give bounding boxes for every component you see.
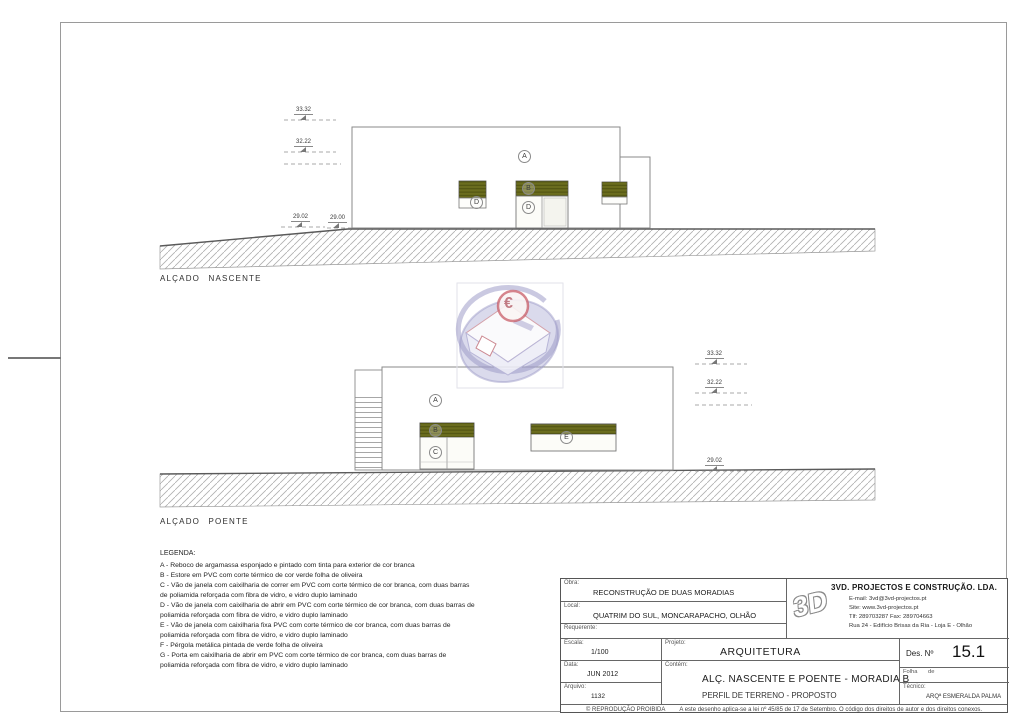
legend-line: poliamida reforçada com fibra de vidro, e vidro duplo laminado	[160, 662, 348, 669]
elevation-poente-title: ALÇADO POENTE	[160, 517, 249, 526]
legend-line: B - Estore em PVC com corte térmico de cor verde folha de oliveira	[160, 572, 363, 579]
des-label: Des. Nº	[906, 649, 934, 658]
company-logo: 3D	[791, 584, 829, 624]
legend	[160, 550, 600, 671]
des-number: 15.1	[952, 642, 986, 661]
level-label: 29.02	[293, 214, 309, 220]
contem-line2: PERFIL DE TERRENO - PROPOSTO	[702, 691, 837, 700]
legend-line: poliamida reforçada com fibra de vidro, e vidro duplo laminado	[160, 612, 348, 619]
legend-line: G - Porta em caixilharia de abrir em PVC com corte térmico de cor branca, com duas barras de	[160, 652, 447, 659]
legend-line: de poliamida reforçada com fibra de vidro, e vidro duplo laminado	[160, 592, 358, 599]
titleblock-cell-data	[561, 660, 661, 682]
titleblock-cell-projeto	[661, 638, 899, 660]
company-site: Site: www.3vd-projectos.pt	[849, 605, 919, 611]
data-label: Data:	[564, 662, 579, 668]
level-marks-poente	[695, 359, 752, 471]
contem-line1: ALÇ. NASCENTE E POENTE - MORADIA B	[702, 674, 910, 685]
legend-line: A - Reboco de argamassa esponjado e pintado com tinta para exterior de cor branca	[160, 562, 415, 569]
material-mark-d: D	[522, 201, 535, 214]
local-label: Local:	[564, 603, 581, 609]
elevation-nascente-drawing	[160, 115, 875, 269]
arquivo-value: 1132	[591, 693, 605, 700]
tecnico-value: ARQª ESMERALDA PALMA	[926, 694, 1002, 700]
law-note: A este desenho aplica-se a lei nº 45/85 de 17 de Setembro. O código dos direitos de autor e dos direitos conexos.	[679, 706, 983, 713]
titleblock-cell-escala	[561, 638, 661, 660]
level-marks-nascente	[281, 115, 360, 228]
ladder	[355, 370, 382, 470]
titleblock-cell-local	[561, 601, 786, 623]
tecnico-label: Técnico:	[903, 684, 926, 690]
level-label: 33.32	[296, 107, 312, 113]
window-3	[602, 182, 627, 204]
local-value: QUATRIM DO SUL, MONCARAPACHO, OLHÃO	[593, 611, 757, 620]
company-name: 3VD. PROJECTOS E CONSTRUÇÃO. LDA.	[831, 583, 998, 592]
level-label: 32.22	[296, 139, 312, 145]
window-e	[531, 424, 616, 451]
projeto-label: Projeto:	[665, 640, 686, 646]
titleblock-cell-contem	[661, 660, 910, 704]
legend-line: F - Pérgola metálica pintada de verde folha de oliveira	[160, 642, 323, 649]
legend-line: E - Vão de janela com caixilharia fixa PVC com corte térmico de cor branca, com duas barras de	[160, 622, 451, 629]
legend-line: poliamida reforçada com fibra de vidro, e vidro duplo laminado	[160, 632, 348, 639]
material-mark-e: E	[560, 431, 573, 444]
material-mark-a: A	[429, 394, 442, 407]
folha-de-label: de	[928, 669, 935, 675]
material-mark-b: B	[522, 182, 535, 195]
level-label: 32.22	[707, 380, 723, 386]
obra-value: RECONSTRUÇÃO DE DUAS MORADIAS	[593, 588, 735, 597]
titleblock-cell-company	[786, 579, 1009, 638]
titleblock-cell-desnum	[899, 638, 1009, 667]
company-address: Rua 24 - Edifício Brisas da Ria - Loja E - Olhão	[849, 623, 973, 629]
titleblock-cell-requerente	[561, 623, 786, 638]
elevation-nascente-title: ALÇADO NASCENTE	[160, 274, 262, 283]
company-email: E-mail: 3vd@3vd-projectos.pt	[849, 596, 927, 602]
contem-label: Contém:	[665, 662, 688, 668]
legend-title: LEGENDA:	[160, 550, 196, 557]
company-phone: Tlf: 289703287 Fax: 289704663	[849, 614, 933, 620]
titleblock-cell-folha	[899, 667, 1009, 682]
material-mark-d: D	[470, 196, 483, 209]
level-label: 33.32	[707, 351, 723, 357]
copyright-note: © REPRODUÇÃO PROIBIDA	[585, 706, 666, 713]
material-mark-a: A	[518, 150, 531, 163]
material-mark-c: C	[429, 446, 442, 459]
titleblock-cell-arquivo	[561, 682, 661, 704]
legend-line: C - Vão de janela com caixilharia de correr em PVC com corte térmico de cor branca, com duas barras	[160, 582, 470, 589]
level-label: 29.02	[707, 458, 723, 464]
material-mark-b: B	[429, 424, 442, 437]
titleblock-cell-tecnico	[899, 682, 1009, 704]
legend-line: D - Vão de janela com caixilharia de abrir em PVC com corte térmico de cor branca, com duas barras de	[160, 602, 475, 609]
titleblock-cell-obra	[561, 579, 786, 601]
title-block	[560, 578, 1008, 713]
escala-label: Escala:	[564, 640, 584, 646]
folha-label: Folha	[903, 669, 918, 675]
projeto-value: ARQUITETURA	[720, 646, 801, 658]
titleblock-footer	[561, 704, 1007, 714]
arquivo-label: Arquivo:	[564, 684, 587, 690]
watermark-euro-symbol: €	[504, 295, 513, 312]
escala-value: 1/100	[591, 649, 609, 656]
requerente-label: Requerente:	[564, 625, 598, 631]
obra-label: Obra:	[564, 580, 580, 586]
level-label: 29.00	[330, 215, 346, 221]
data-value: JUN 2012	[587, 671, 619, 678]
